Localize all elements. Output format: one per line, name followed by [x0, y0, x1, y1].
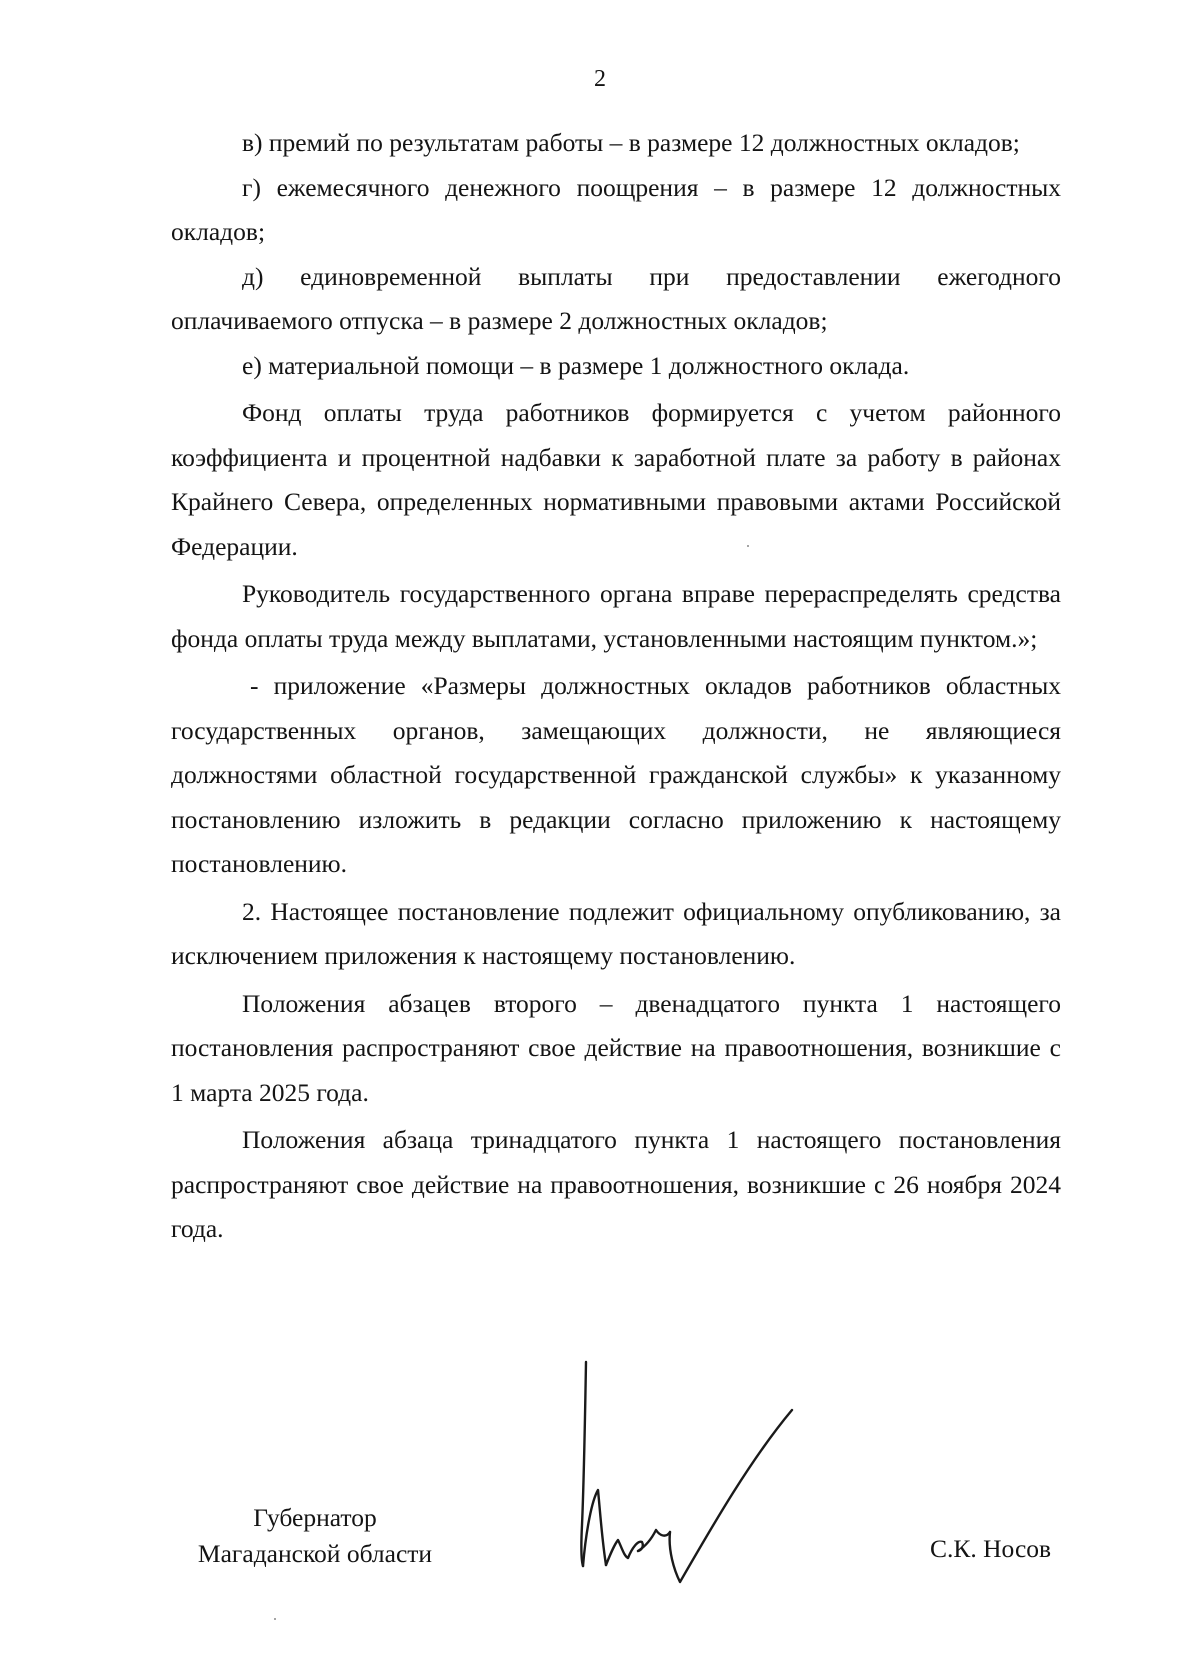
scan-speck: [747, 545, 749, 547]
paragraph-item-v: в) премий по результатам работы – в размере 12 должностных окладов;: [242, 128, 1020, 157]
signatory-position: [185, 1500, 445, 1572]
paragraph-item-e: е) материальной помощи – в размере 1 должностного оклада.: [242, 350, 910, 380]
signatory-title-line2: Магаданской области: [197, 1539, 433, 1568]
paragraph-item-g: г) ежемесячного денежного поощрения – в размере 12 должностных окладов;: [171, 172, 1061, 246]
page-number: 2: [594, 66, 606, 92]
handwritten-signature: [580, 1360, 840, 1600]
paragraph-effective-november: Положения абзаца тринадцатого пункта 1 настоящего постановления распространяют свое действие на правоотношения, возникшие с 26 ноября 2024 года.: [171, 1125, 1061, 1243]
scan-speck: [274, 1618, 276, 1620]
paragraph-wage-fund: Фонд оплаты труда работников формируется с учетом районного коэффициента и процентной надбавки к заработной плате за работу в районах Крайнего Севера, определенных нормативными правовыми актами Российской Федерации.: [171, 398, 1061, 561]
signatory-title-line1: Губернатор: [253, 1503, 377, 1532]
signatory-name: С.К. Носов: [930, 1534, 1052, 1563]
paragraph-appendix-amendment: - приложение «Размеры должностных окладов работников областных государственных органов, замещающих должности, не являющиеся должностями областной государственной гражданской службы» к указанному постановлению изложить в редакции согласно приложению к настоящему постановлению.: [171, 671, 1061, 878]
paragraph-item-d: д) единовременной выплаты при предоставлении ежегодного оплачиваемого отпуска – в размере 2 должностных окладов;: [171, 261, 1061, 335]
paragraph-effective-march: Положения абзацев второго – двенадцатого пункта 1 настоящего постановления распространяют свое действие на правоотношения, возникшие с 1 марта 2025 года.: [171, 988, 1061, 1107]
document-body: [171, 121, 1061, 1255]
paragraph-redistribution: Руководитель государственного органа вправе перераспределять средства фонда оплаты труда между выплатами, установленными настоящим пунктом.»;: [171, 579, 1061, 653]
paragraph-publication: 2. Настоящее постановление подлежит официальному опубликованию, за исключением приложения к настоящему постановлению.: [171, 896, 1061, 970]
